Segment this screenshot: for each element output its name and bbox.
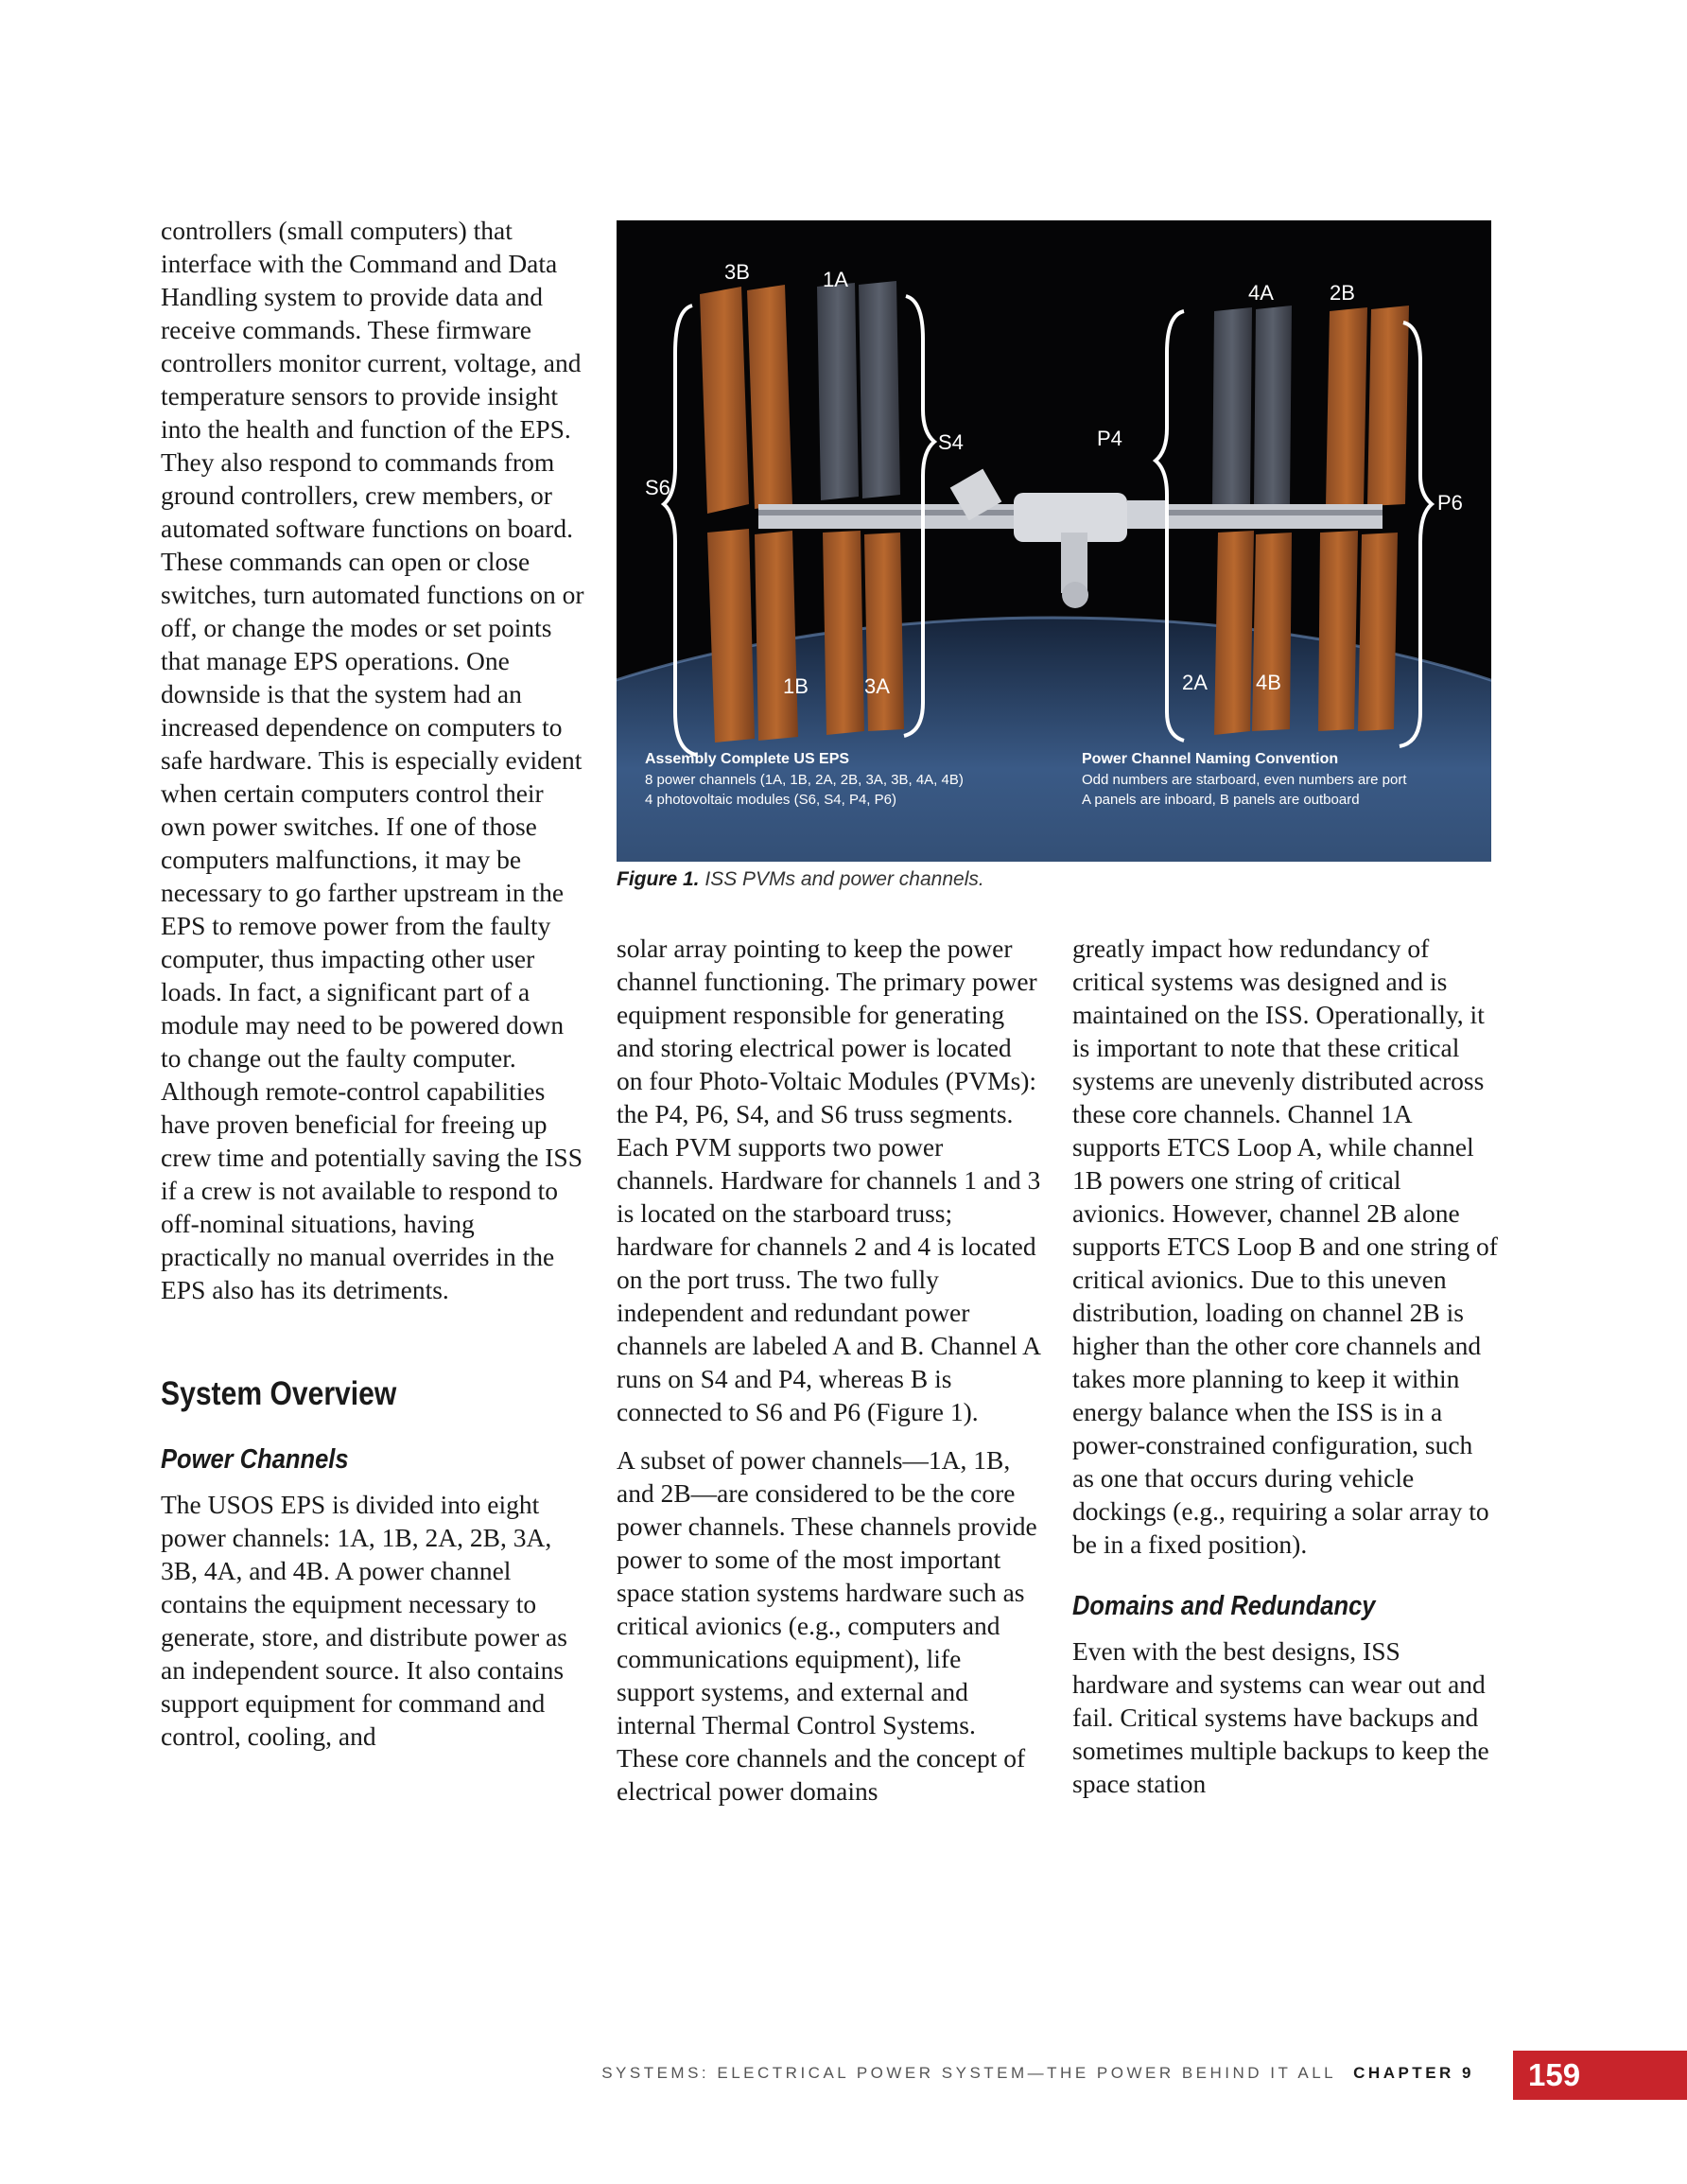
- paragraph: Even with the best designs, ISS hardware and systems can wear out and fail. Critical systems have backups and sometimes multiple backups to keep the space station: [1072, 1636, 1489, 1798]
- iss-illustration: [617, 220, 1491, 862]
- label-3B: 3B: [724, 260, 750, 284]
- legend-right-line2: A panels are inboard, B panels are outboard: [1082, 792, 1360, 808]
- chapter-label: CHAPTER 9: [1353, 2064, 1474, 2082]
- section-heading: System Overview: [161, 1375, 397, 1412]
- label-1A: 1A: [823, 268, 848, 291]
- label-3A: 3A: [864, 674, 890, 698]
- paragraph: greatly impact how redundancy of critical systems was designed and is maintained on the ISS. Operationally, it is important to note that these critical systems are unevenly distributed across these core channels. Channel 1A supports ETCS Loop A, while channel 1B powers one string of critical avionics. However, channel 2B alone supports ETCS Loop B and one string of critical avionics. Due to this uneven distribution, loading on channel 2B is higher than the other core channels and takes more planning to keep it within energy balance when the ISS is in a power-constrained configuration, such as one that occurs during vehicle dockings (e.g., requiring a solar array to be in a fixed position).: [1072, 934, 1498, 1559]
- iss-figure: [617, 220, 1491, 862]
- legend-right-title: Power Channel Naming Convention: [1082, 751, 1339, 767]
- paragraph: The USOS EPS is divided into eight power channels: 1A, 1B, 2A, 2B, 3A, 3B, 4A, and 4B. A power channel contains the equipment necessary to generate, store, and distribute power as an independent source. It also contains support equipment for command and control, cooling, and: [161, 1490, 567, 1751]
- label-2A: 2A: [1182, 671, 1208, 694]
- legend-left-title: Assembly Complete US EPS: [645, 751, 850, 767]
- caption-label: Figure 1.: [617, 868, 700, 890]
- legend-right-line1: Odd numbers are starboard, even numbers are port: [1082, 772, 1407, 788]
- paragraph: solar array pointing to keep the power channel functioning. The primary power equipment responsible for generating and storing electrical power is located on four Photo-Voltaic Modules (PVMs): the P4, P6, S4, and S6 truss segments. Each PVM supports two power channels. Hardware for channels 1 and 3 is located on the starboard truss; hardware for channels 2 and 4 is located on the port truss. The two fully independent and redundant power channels are labeled A and B. Channel A runs on S4 and P4, whereas B is connected to S6 and P6 (Figure 1).: [617, 934, 1041, 1426]
- figure-caption: [617, 868, 984, 891]
- label-S6: S6: [645, 476, 670, 499]
- running-footer: [601, 2064, 1474, 2083]
- label-4A: 4A: [1248, 281, 1274, 305]
- paragraph: A subset of power channels—1A, 1B, and 2B—are considered to be the core power channels. These channels provide power to some of the most important space station systems hardware such as critical avionics (e.g., computers and communications equipment), life support systems, and external and internal Thermal Control Systems. These core channels and the concept of electrical power domains: [617, 1445, 1037, 1806]
- middle-column: [617, 932, 1042, 1823]
- subheading: Domains and Redundancy: [1072, 1591, 1376, 1621]
- caption-text: ISS PVMs and power channels.: [699, 868, 984, 890]
- running-title: SYSTEMS: ELECTRICAL POWER SYSTEM—THE POWER BEHIND IT ALL: [601, 2064, 1337, 2082]
- label-P6: P6: [1437, 491, 1463, 515]
- label-4B: 4B: [1256, 671, 1281, 694]
- label-1B: 1B: [783, 674, 809, 698]
- page-footer: [0, 2051, 1687, 2100]
- page-number: 159: [1513, 2051, 1687, 2100]
- legend-left-line1: 8 power channels (1A, 1B, 2A, 2B, 3A, 3B, 4A, 4B): [645, 772, 964, 788]
- label-S4: S4: [938, 430, 964, 454]
- label-2B: 2B: [1330, 281, 1355, 305]
- paragraph: controllers (small computers) that interface with the Command and Data Handling system to provide data and receive commands. These firmware controllers monitor current, voltage, and temperature sensors to provide insight into the health and function of the EPS. They also respond to commands from ground controllers, crew members, or automated software functions on board. These commands can open or close switches, turn automated functions on or off, or change the modes or set points that manage EPS operations. One downside is that the system had an increased dependence on computers to safe hardware. This is especially evident when certain computers control their own power switches. If one of those computers malfunctions, it may be necessary to go farther upstream in the EPS to remove power from the faulty computer, thus impacting other user loads. In fact, a significant part of a module may need to be powered down to change out the faulty computer. Although remote-control capabilities have proven beneficial for freeing up crew time and potentially saving the ISS if a crew is not available to respond to off-nominal situations, having practically no manual overrides in the EPS also has its detriments.: [161, 216, 584, 1304]
- right-column: [1072, 932, 1498, 1815]
- left-column: [161, 214, 586, 1768]
- legend-left-line2: 4 photovoltaic modules (S6, S4, P4, P6): [645, 792, 896, 808]
- label-P4: P4: [1097, 427, 1122, 450]
- subheading: Power Channels: [161, 1444, 349, 1475]
